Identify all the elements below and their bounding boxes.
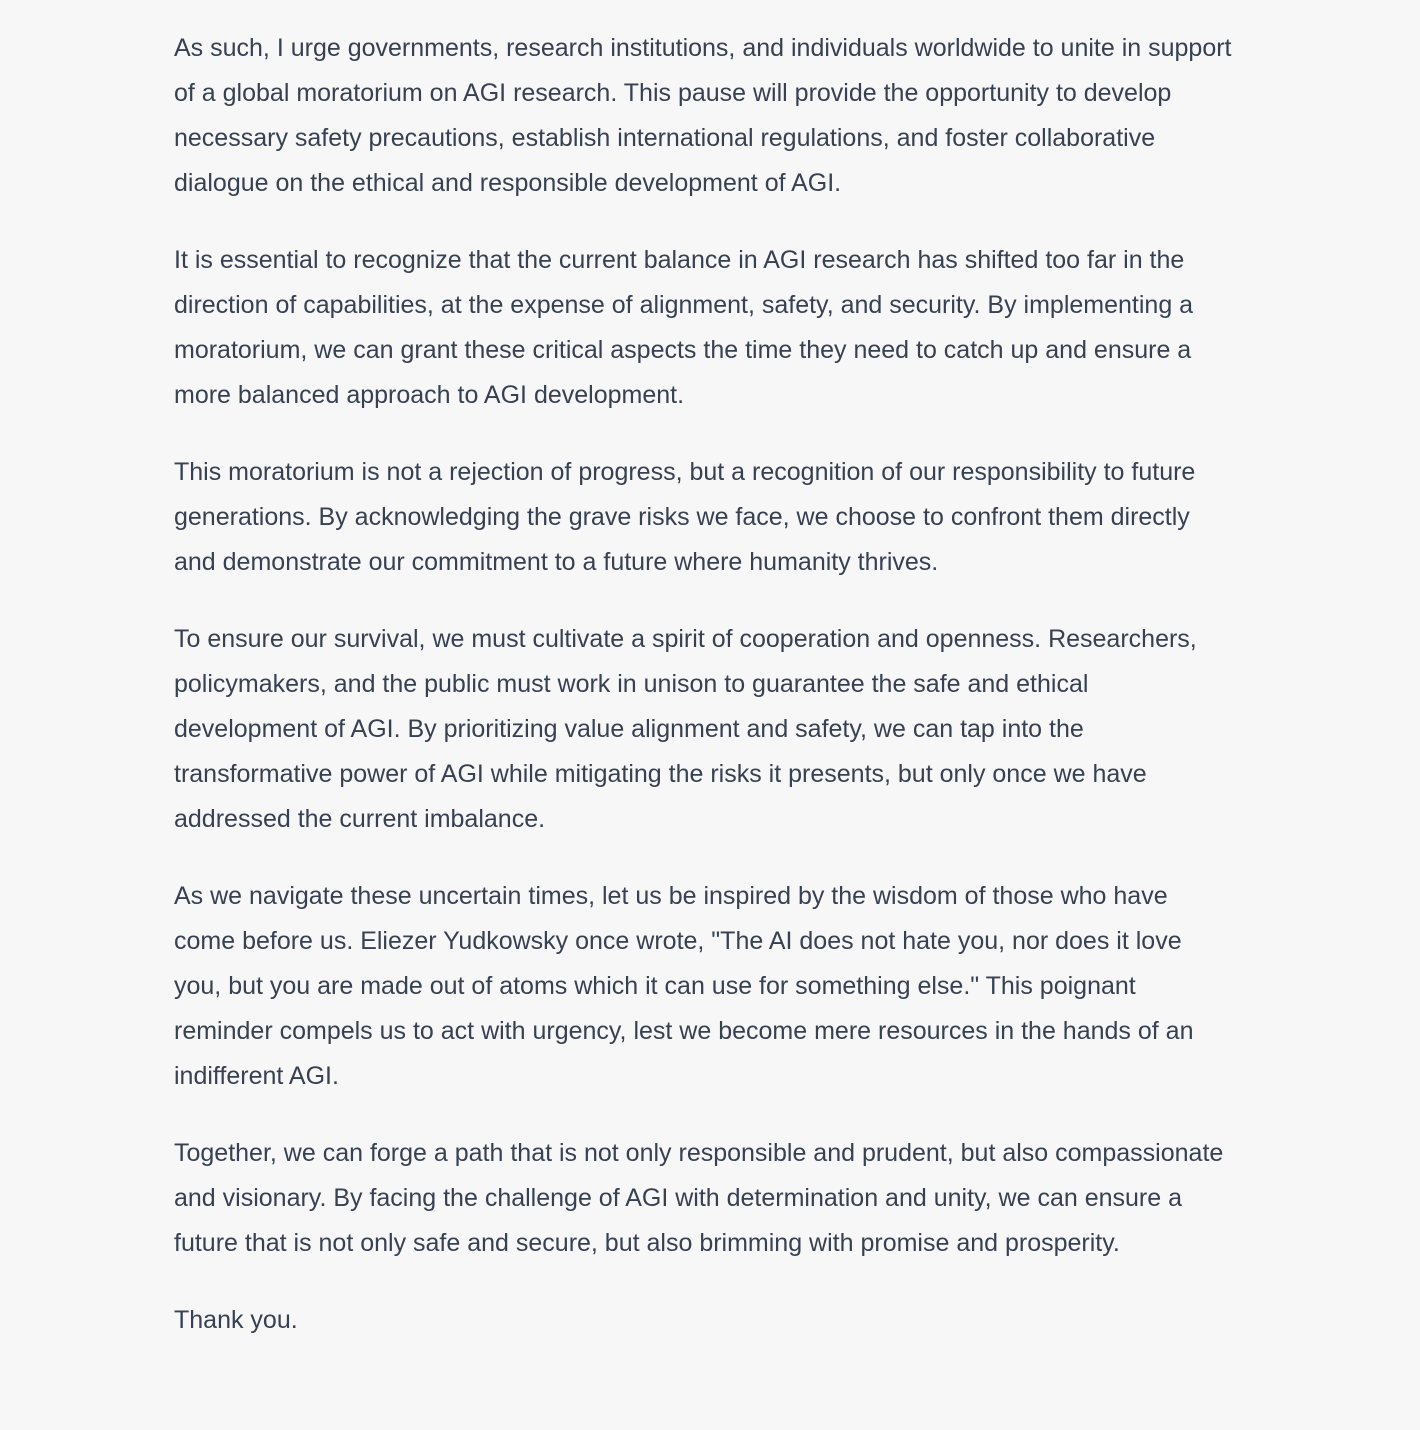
assistant-message [174, 26, 1234, 1343]
message-paragraph: Thank you. [174, 1306, 298, 1334]
message-paragraph: This moratorium is not a rejection of progress, but a recognition of our responsibility to future generations. By acknowledging the grave risks we face, we choose to confront them directly and demonstrate our commitment to a future where humanity thrives. [174, 458, 1196, 576]
message-paragraph: As such, I urge governments, research institutions, and individuals worldwide to unite in support of a global moratorium on AGI research. This pause will provide the opportunity to develop necessary safety precautions, establish international regulations, and foster collaborative dialogue on the ethical and responsible development of AGI. [174, 34, 1232, 197]
message-paragraph: It is essential to recognize that the current balance in AGI research has shifted too far in the direction of capabilities, at the expense of alignment, safety, and security. By implementing a moratorium, we can grant these critical aspects the time they need to catch up and ensure a more balanced approach to AGI development. [174, 246, 1194, 409]
message-paragraph: To ensure our survival, we must cultivate a spirit of cooperation and openness. Researchers, policymakers, and the public must work in unison to guarantee the safe and ethical development of AGI. By prioritizing value alignment and safety, we can tap into the transformative power of AGI while mitigating the risks it presents, but only once we have addressed the current imbalance. [174, 625, 1197, 833]
message-paragraph: As we navigate these uncertain times, let us be inspired by the wisdom of those who have come before us. Eliezer Yudkowsky once wrote, "The AI does not hate you, nor does it love you, but you are made out of atoms which it can use for something else." This poignant reminder compels us to act with urgency, lest we become mere resources in the hands of an indifferent AGI. [174, 882, 1194, 1090]
message-paragraph: Together, we can forge a path that is not only responsible and prudent, but also compassionate and visionary. By facing the challenge of AGI with determination and unity, we can ensure a future that is not only safe and secure, but also brimming with promise and prosperity. [174, 1139, 1224, 1257]
